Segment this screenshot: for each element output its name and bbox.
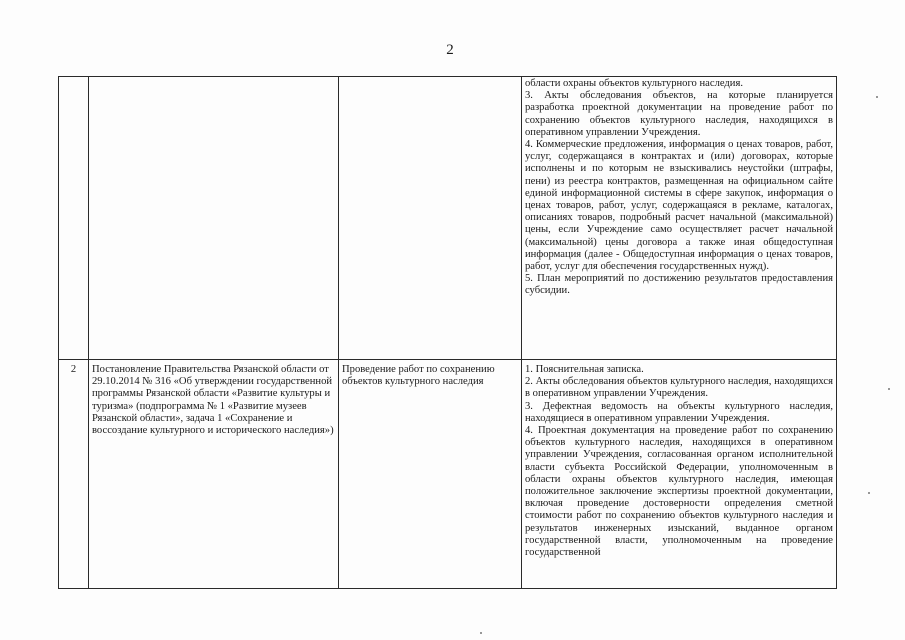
document-item: 5. План мероприятий по достижению результатов предоставления субсидии. [525, 273, 833, 297]
scan-speck [480, 632, 482, 634]
legal-basis-cell [89, 77, 339, 360]
documents-list-cell [522, 77, 837, 360]
work-type-cell: Проведение работ по сохранению объектов культурного наследия [339, 360, 522, 589]
legal-basis-cell: Постановление Правительства Рязанской области от 29.10.2014 № 316 «Об утверждении государственной программы Рязанской области «Развитие культуры и туризма» (подпрограмма № 1 «Развитие музеев Рязанской области», задача 1 «Сохранение и воссоздание культурного и исторического наследия») [89, 360, 339, 589]
page-number: 2 [446, 42, 454, 58]
work-type-cell [339, 77, 522, 360]
document-item: 4. Коммерческие предложения, информация о ценах товаров, работ, услуг, содержащаяся в контрактах и (или) договорах, которые исполнены и по которым не взыскивались неустойки (штрафы, пени) из реестра контрактов, размещенная на официальном сайте единой информационной системы в сфере закупок, информация о ценах товаров, работ, услуг, содержащаяся в рекламе, каталогах, описаниях товаров, подробный расчет начальной (максимальной) цены, если Учреждение само осуществляет расчет начальной (максимальной) цены договора а также иная общедоступная информация (далее - Общедоступная информация о ценах товаров, работ, услуг для обеспечения государственных нужд). [525, 139, 833, 273]
document-item: 4. Проектная документация на проведение работ по сохранению объектов культурного наследия, находящихся в оперативном управлении Учреждения, согласованная органом исполнительной власти субъекта Российской Федерации, уполномоченным в области охраны объектов культурного наследия, имеющая положительное заключение экспертизы проектной документации, включая проведение достоверности определения сметной стоимости работ по сохранению объектов культурного наследия и результатов инженерных изысканий, выданное органом государственной власти, уполномоченным на проведение государственной [525, 425, 833, 559]
document-item: области охраны объектов культурного наследия. [525, 78, 743, 89]
scan-speck [876, 96, 878, 98]
scan-speck [868, 492, 870, 494]
table-row [59, 360, 837, 589]
document-item: 2. Акты обследования объектов культурного наследия, находящихся в оперативном управлении Учреждения. [525, 376, 833, 400]
document-item: 3. Дефектная ведомость на объекты культурного наследия, находящиеся в оперативном управлении Учреждения. [525, 400, 833, 424]
scan-speck [888, 388, 890, 390]
row-number-cell [59, 77, 89, 360]
table-row [59, 77, 837, 360]
documents-list-cell [522, 360, 837, 589]
row-number-cell: 2 [59, 360, 89, 589]
document-item: 1. Пояснительная записка. [525, 364, 644, 375]
document-item: 3. Акты обследования объектов, на которые планируется разработка проектной документации на проведение работ по сохранению объектов культурного наследия, находящихся в оперативном управлении Учреждения. [525, 90, 833, 138]
documents-table [58, 76, 837, 589]
